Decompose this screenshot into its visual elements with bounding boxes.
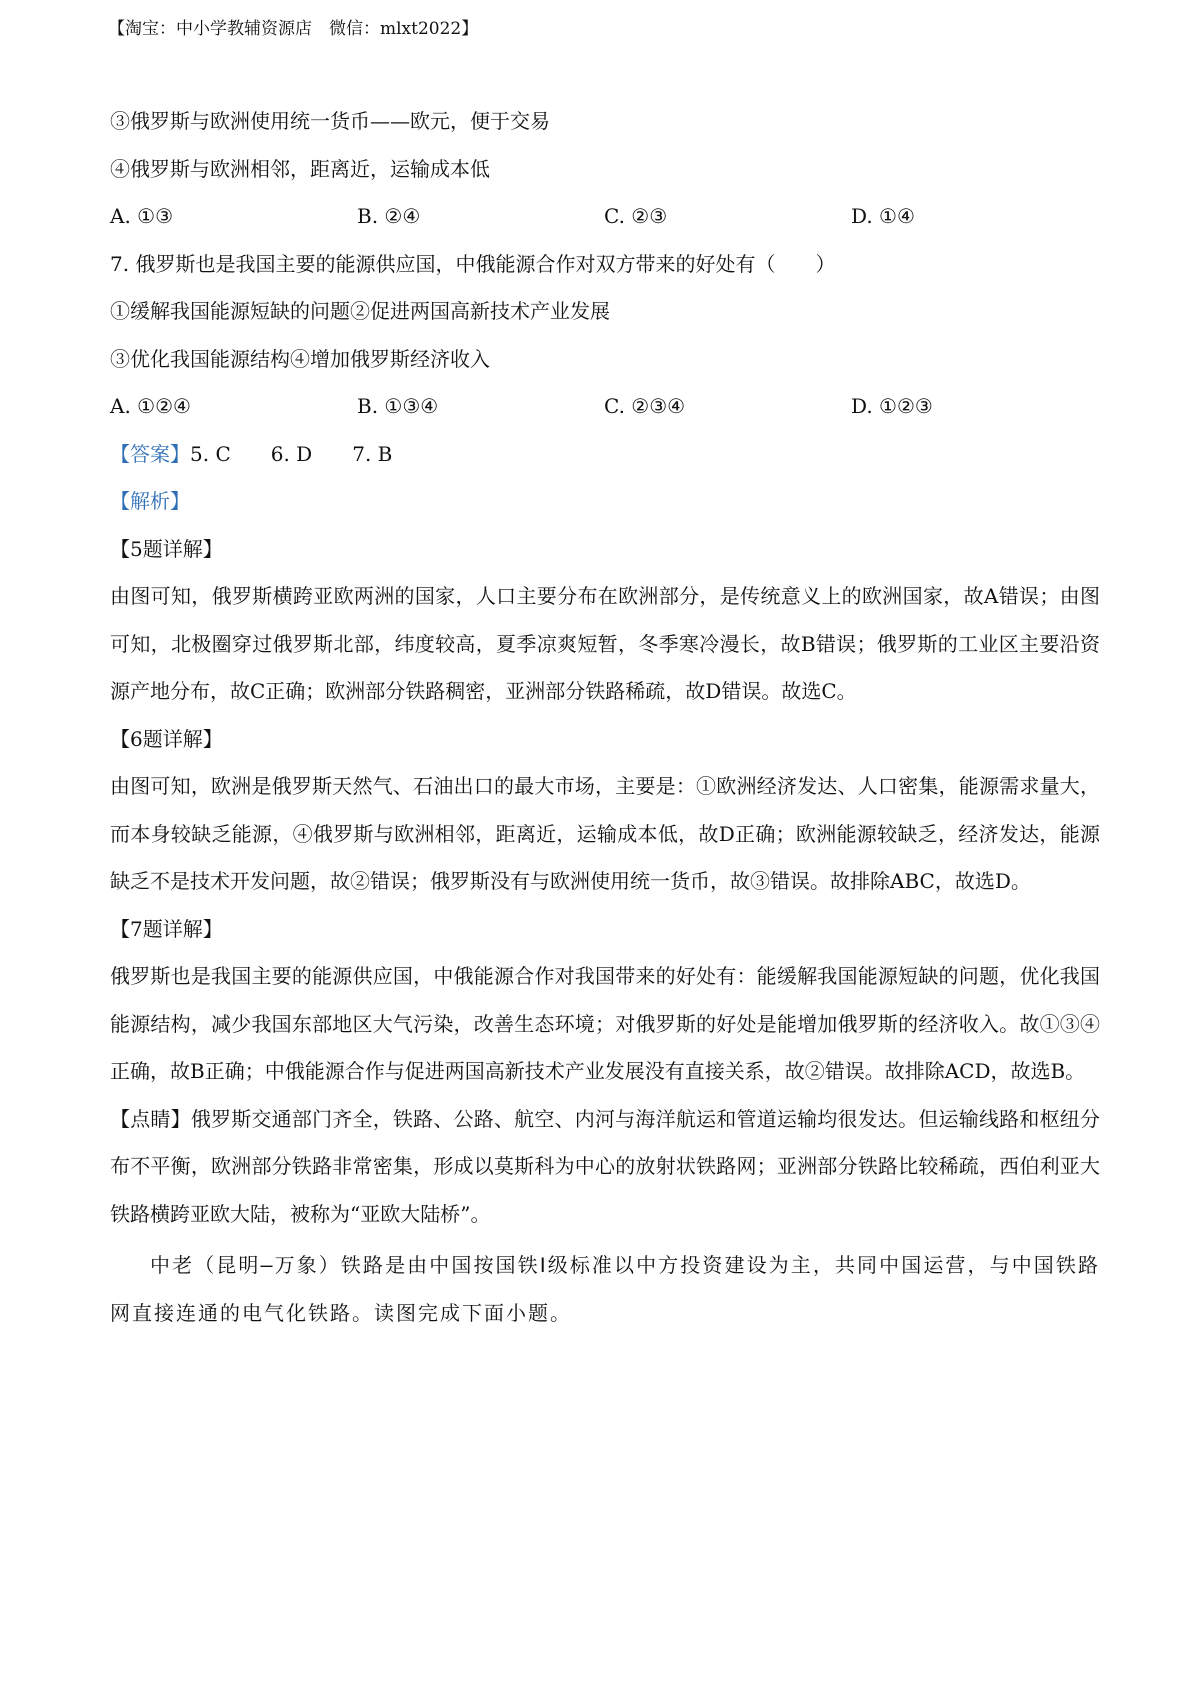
dianjing-text: 俄罗斯交通部门齐全，铁路、公路、航空、内河与海洋航运和管道运输均很发达。但运输线路和枢纽分布不平衡，欧洲部分铁路非常密集，形成以莫斯科为中心的放射状铁路网；亚洲部分铁路比较稀疏，西伯利亚大铁路横跨亚欧大陆，被称为“亚欧大陆桥”。 bbox=[110, 1106, 1101, 1226]
document-body bbox=[110, 98, 1100, 1337]
q7-option-c: C. ②③④ bbox=[604, 394, 686, 418]
answer-text: 5. C 6. D 7. B bbox=[190, 441, 393, 466]
q6-item-4: ④俄罗斯与欧洲相邻，距离近，运输成本低 bbox=[110, 156, 490, 181]
q7-items-3-4: ③优化我国能源结构④增加俄罗斯经济收入 bbox=[110, 346, 490, 371]
detail5-text: 由图可知，俄罗斯横跨亚欧两洲的国家，人口主要分布在欧洲部分，是传统意义上的欧洲国家，故A错误；由图可知，北极圈穿过俄罗斯北部，纬度较高，夏季凉爽短暂，冬季寒冷漫长，故B错误；俄罗斯的工业区主要沿资源产地分布，故C正确；欧洲部分铁路稠密，亚洲部分铁路稀疏，故D错误。故选C。 bbox=[110, 584, 1100, 703]
answer-label: 【答案】 bbox=[110, 441, 190, 466]
q7-option-b: B. ①③④ bbox=[357, 394, 439, 418]
dianjing-paragraph bbox=[110, 1096, 1100, 1239]
q7-stem: 7. 俄罗斯也是我国主要的能源供应国，中俄能源合作对双方带来的好处有（ ） bbox=[110, 251, 836, 276]
q6-item-3: ③俄罗斯与欧洲使用统一货币——欧元，便于交易 bbox=[110, 109, 550, 133]
q7-options bbox=[110, 383, 1100, 431]
answer-line bbox=[110, 431, 1100, 479]
detail7-text: 俄罗斯也是我国主要的能源供应国，中俄能源合作对我国带来的好处有：能缓解我国能源短缺的问题，优化我国能源结构，减少我国东部地区大气污染，改善生态环境；对俄罗斯的好处是能增加俄罗斯的经济收入。故①③④正确，故B正确；中俄能源合作与促进两国高新技术产业发展没有直接关系，故②错误。故排除ACD，故选B。 bbox=[110, 964, 1100, 1083]
q7-option-a: A. ①②④ bbox=[110, 394, 191, 418]
q6-option-d: D. ①④ bbox=[851, 204, 915, 228]
q6-options bbox=[110, 193, 1100, 241]
detail5-title: 【5题详解】 bbox=[110, 536, 223, 561]
detail7-title: 【7题详解】 bbox=[110, 916, 223, 941]
next-question-intro: 中老（昆明—万象）铁路是由中国按国铁Ⅰ级标准以中方投资建设为主，共同中国运营，与中国铁路网直接连通的电气化铁路。读图完成下面小题。 bbox=[110, 1253, 1100, 1325]
dianjing-title: 【点睛】 bbox=[110, 1106, 191, 1131]
detail6-text: 由图可知，欧洲是俄罗斯天然气、石油出口的最大市场，主要是：①欧洲经济发达、人口密集，能源需求量大，而本身较缺乏能源，④俄罗斯与欧洲相邻，距离近，运输成本低，故D正确；欧洲能源较缺乏，经济发达，能源缺乏不是技术开发问题，故②错误；俄罗斯没有与欧洲使用统一货币，故③错误。故排除ABC，故选D。 bbox=[110, 774, 1100, 893]
q6-option-c: C. ②③ bbox=[604, 204, 668, 228]
analysis-label: 【解析】 bbox=[110, 489, 190, 513]
page-header-watermark: 【淘宝：中小学教辅资源店 微信：mlxt2022】 bbox=[108, 19, 479, 39]
q7-items-1-2: ①缓解我国能源短缺的问题②促进两国高新技术产业发展 bbox=[110, 299, 610, 323]
q7-option-d: D. ①②③ bbox=[851, 394, 933, 418]
q6-option-b: B. ②④ bbox=[357, 204, 421, 228]
detail6-title: 【6题详解】 bbox=[110, 726, 223, 751]
q6-option-a: A. ①③ bbox=[110, 204, 174, 228]
